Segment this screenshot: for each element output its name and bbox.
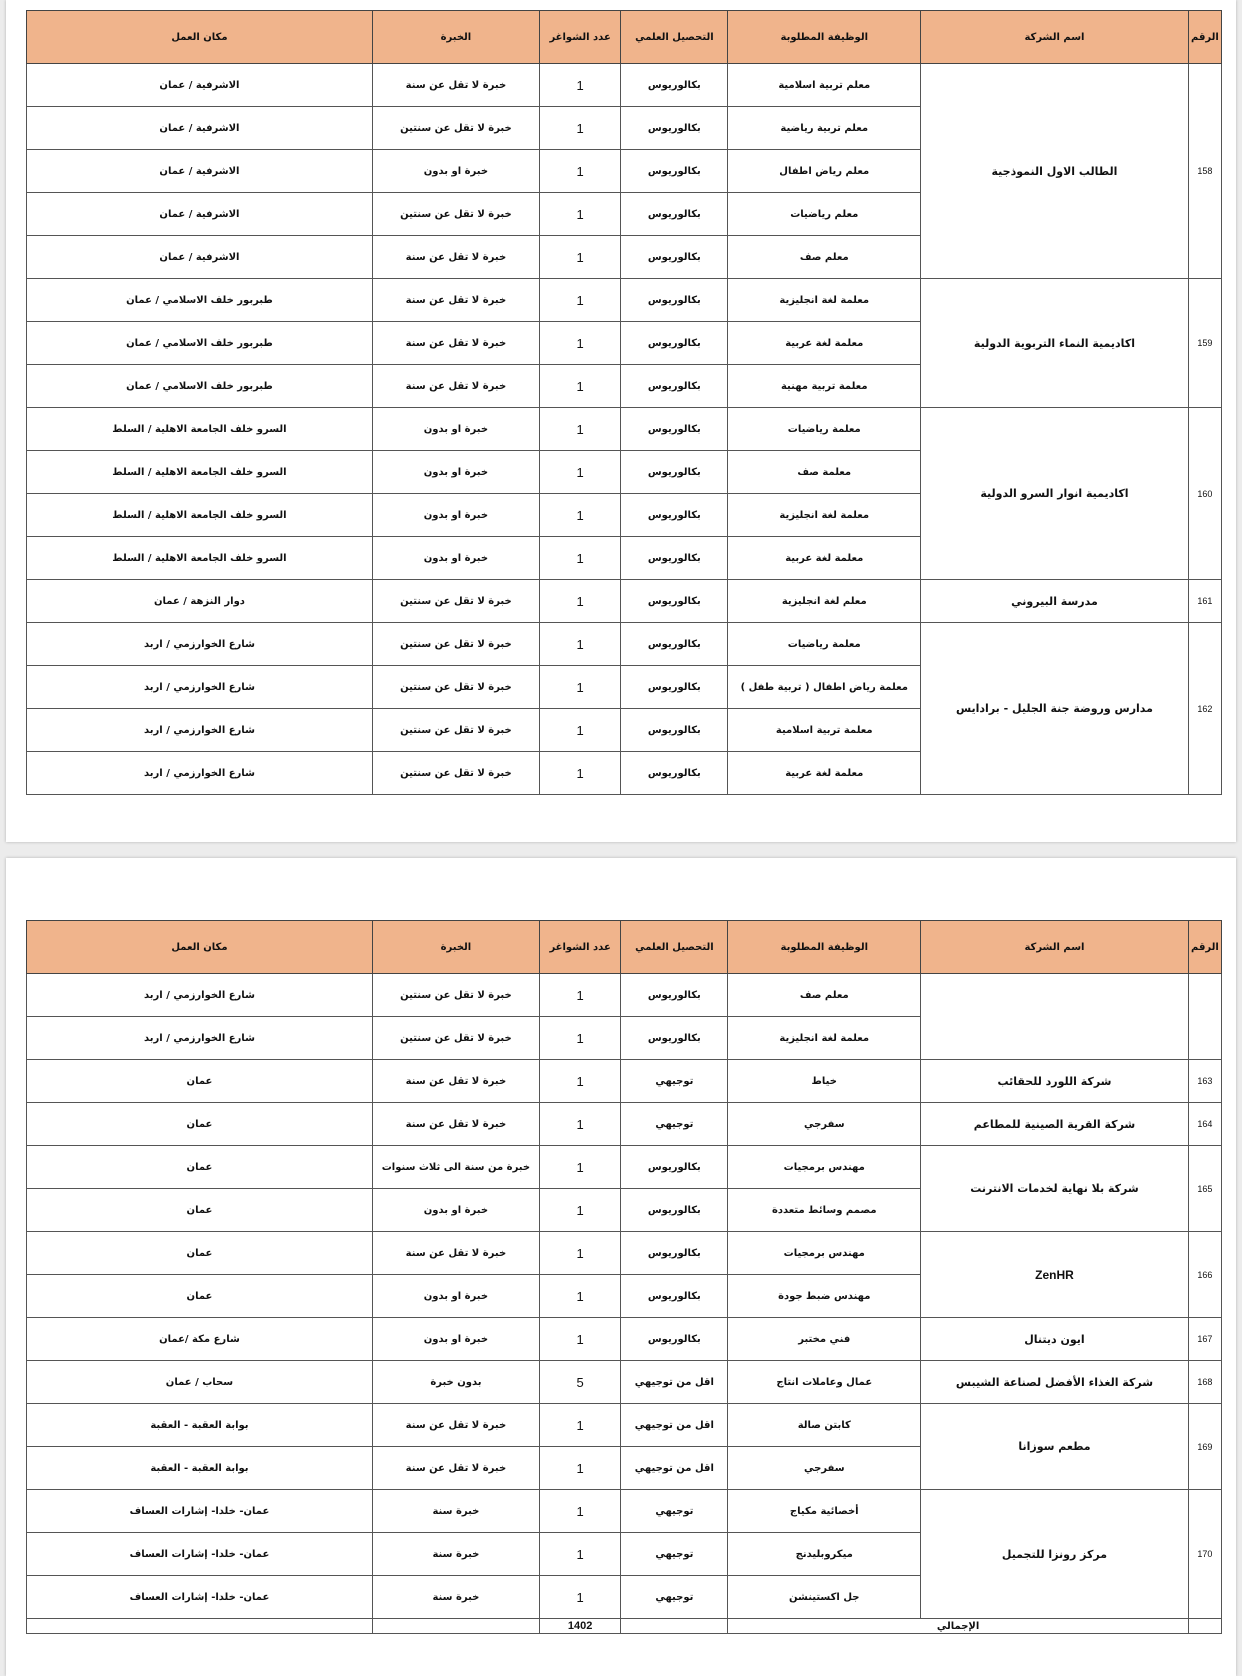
job-title: معلمة تربية مهنية [728,365,921,408]
work-location: عمان- خلدا- إشارات العساف [27,1533,373,1576]
table-row [27,1490,1222,1533]
header-location: مكان العمل [27,921,373,974]
work-location: بوابة العقبة - العقبة [27,1447,373,1490]
job-title: مصمم وسائط متعددة [728,1189,921,1232]
education-level: بكالوريوس [621,193,728,236]
header-experience: الخبرة [372,921,539,974]
company-number: 165 [1188,1146,1221,1232]
education-level: بكالوريوس [621,752,728,795]
company-name: ZenHR [921,1232,1189,1318]
document-page-2 [6,858,1236,1676]
vacancy-count: 1 [539,752,620,795]
education-level: اقل من توجيهي [621,1404,728,1447]
experience-required: خبرة سنة [372,1533,539,1576]
job-title: عمال وعاملات انتاج [728,1361,921,1404]
job-title: معلمة صف [728,451,921,494]
total-empty-location [27,1619,373,1634]
education-level: توجيهي [621,1103,728,1146]
job-title: معلمة رياضيات [728,623,921,666]
education-level: بكالوريوس [621,494,728,537]
work-location: شارع الخوارزمي / اربد [27,752,373,795]
document-page-1 [6,0,1236,842]
education-level: بكالوريوس [621,107,728,150]
job-title: كابتن صالة [728,1404,921,1447]
education-level: بكالوريوس [621,365,728,408]
education-level: توجيهي [621,1490,728,1533]
work-location: عمان [27,1189,373,1232]
job-title: مهندس برمجيات [728,1146,921,1189]
header-vacancies: عدد الشواغر [539,11,620,64]
work-location: شارع الخوارزمي / اربد [27,623,373,666]
job-title: سفرجي [728,1103,921,1146]
experience-required: خبرة او بدون [372,494,539,537]
experience-required: خبرة لا تقل عن سنة [372,64,539,107]
company-number: 164 [1188,1103,1221,1146]
experience-required: خبرة لا تقل عن سنة [372,1103,539,1146]
experience-required: خبرة او بدون [372,150,539,193]
education-level: بكالوريوس [621,1189,728,1232]
vacancy-count: 1 [539,1232,620,1275]
company-number: 162 [1188,623,1221,795]
company-name [921,974,1189,1060]
table-row [27,64,1222,107]
experience-required: خبرة من سنة الى ثلاث سنوات [372,1146,539,1189]
table-row [27,408,1222,451]
education-level: اقل من توجيهي [621,1447,728,1490]
experience-required: خبرة لا تقل عن سنتين [372,623,539,666]
experience-required: خبرة لا تقل عن سنة [372,365,539,408]
company-number [1188,974,1221,1060]
table-row [27,1146,1222,1189]
vacancy-count: 1 [539,709,620,752]
vacancy-count: 1 [539,1017,620,1060]
job-title: ميكروبليدنج [728,1533,921,1576]
company-number: 163 [1188,1060,1221,1103]
vacancy-count: 1 [539,64,620,107]
work-location: عمان- خلدا- إشارات العساف [27,1576,373,1619]
education-level: بكالوريوس [621,1146,728,1189]
education-level: بكالوريوس [621,537,728,580]
experience-required: خبرة او بدون [372,408,539,451]
education-level: بكالوريوس [621,279,728,322]
header-education: التحصيل العلمي [621,11,728,64]
table-row [27,1232,1222,1275]
work-location: السرو خلف الجامعة الاهلية / السلط [27,451,373,494]
work-location: السرو خلف الجامعة الاهلية / السلط [27,537,373,580]
job-title: جل اكستينشن [728,1576,921,1619]
work-location: عمان [27,1232,373,1275]
work-location: عمان [27,1103,373,1146]
table-row [27,1318,1222,1361]
experience-required: خبرة سنة [372,1490,539,1533]
table-row [27,974,1222,1017]
job-title: معلم تربية رياضية [728,107,921,150]
job-title: معلمة لغة انجليزية [728,494,921,537]
experience-required: خبرة او بدون [372,537,539,580]
company-name: الطالب الاول النموذجية [921,64,1189,279]
job-title: معلمة لغة عربية [728,537,921,580]
education-level: بكالوريوس [621,64,728,107]
experience-required: خبرة سنة [372,1576,539,1619]
header-company: اسم الشركة [921,11,1189,64]
company-name: مركز رونزا للتجميل [921,1490,1189,1619]
experience-required: خبرة لا تقل عن سنة [372,236,539,279]
vacancy-count: 1 [539,236,620,279]
job-title: معلمة لغة عربية [728,752,921,795]
education-level: بكالوريوس [621,451,728,494]
total-value: 1402 [539,1619,620,1634]
total-row [27,1619,1222,1634]
table-row [27,279,1222,322]
experience-required: خبرة لا تقل عن سنة [372,322,539,365]
experience-required: خبرة لا تقل عن سنتين [372,193,539,236]
education-level: توجيهي [621,1576,728,1619]
work-location: شارع الخوارزمي / اربد [27,666,373,709]
vacancy-count: 1 [539,408,620,451]
job-title: معلمة رياضيات [728,408,921,451]
vacancy-count: 1 [539,1189,620,1232]
job-title: خياط [728,1060,921,1103]
work-location: عمان- خلدا- إشارات العساف [27,1490,373,1533]
header-experience: الخبرة [372,11,539,64]
header-education: التحصيل العلمي [621,921,728,974]
education-level: بكالوريوس [621,1318,728,1361]
table-row [27,1361,1222,1404]
job-title: معلم رياضيات [728,193,921,236]
company-number: 161 [1188,580,1221,623]
experience-required: بدون خبرة [372,1361,539,1404]
company-number: 159 [1188,279,1221,408]
header-num: الرقم [1188,11,1221,64]
work-location: بوابة العقبة - العقبة [27,1404,373,1447]
vacancy-count: 1 [539,1404,620,1447]
education-level: بكالوريوس [621,974,728,1017]
work-location: عمان [27,1060,373,1103]
job-title: معلم تربية اسلامية [728,64,921,107]
education-level: بكالوريوس [621,322,728,365]
experience-required: خبرة لا تقل عن سنتين [372,107,539,150]
vacancy-count: 1 [539,1490,620,1533]
experience-required: خبرة لا تقل عن سنة [372,1232,539,1275]
job-title: معلم لغة انجليزية [728,580,921,623]
jobs-table-page-1 [26,10,1222,795]
header-company: اسم الشركة [921,921,1189,974]
vacancy-count: 1 [539,1275,620,1318]
table-row [27,1404,1222,1447]
header-job: الوظيفة المطلوبة [728,11,921,64]
vacancy-count: 1 [539,1103,620,1146]
work-location: الاشرفية / عمان [27,193,373,236]
education-level: بكالوريوس [621,1275,728,1318]
company-name: مطعم سوزانا [921,1404,1189,1490]
work-location: طبربور خلف الاسلامي / عمان [27,322,373,365]
vacancy-count: 1 [539,365,620,408]
vacancy-count: 1 [539,580,620,623]
company-name: اكاديمية انوار السرو الدولية [921,408,1189,580]
job-title: معلم صف [728,236,921,279]
work-location: دوار النزهة / عمان [27,580,373,623]
header-vacancies: عدد الشواغر [539,921,620,974]
vacancy-count: 1 [539,451,620,494]
work-location: شارع الخوارزمي / اربد [27,709,373,752]
table-row [27,1060,1222,1103]
education-level: بكالوريوس [621,1232,728,1275]
education-level: بكالوريوس [621,236,728,279]
work-location: شارع الخوارزمي / اربد [27,974,373,1017]
experience-required: خبرة لا تقل عن سنتين [372,974,539,1017]
job-title: معلم صف [728,974,921,1017]
total-label: الإجمالي [728,1619,1188,1634]
vacancy-count: 1 [539,1318,620,1361]
vacancy-count: 1 [539,150,620,193]
experience-required: خبرة لا تقل عن سنتين [372,666,539,709]
table-row [27,1103,1222,1146]
experience-required: خبرة لا تقل عن سنتين [372,752,539,795]
experience-required: خبرة او بدون [372,1189,539,1232]
job-title: معلمة تربية اسلامية [728,709,921,752]
job-title: سفرجي [728,1447,921,1490]
education-level: بكالوريوس [621,150,728,193]
job-title: فني مختبر [728,1318,921,1361]
experience-required: خبرة لا تقل عن سنتين [372,580,539,623]
vacancy-count: 1 [539,1060,620,1103]
company-name: مدارس وروضة جنة الجليل - برادايس [921,623,1189,795]
table-header-row [27,11,1222,64]
company-name: شركة بلا نهاية لخدمات الانترنت [921,1146,1189,1232]
experience-required: خبرة او بدون [372,1275,539,1318]
vacancy-count: 1 [539,1447,620,1490]
work-location: الاشرفية / عمان [27,150,373,193]
table-row [27,623,1222,666]
company-name: شركة الغذاء الأفضل لصناعة الشيبس [921,1361,1189,1404]
job-title: معلمة لغة عربية [728,322,921,365]
education-level: اقل من توجيهي [621,1361,728,1404]
total-empty-num [1188,1619,1221,1634]
company-name: ايون ديتنال [921,1318,1189,1361]
work-location: عمان [27,1275,373,1318]
education-level: توجيهي [621,1060,728,1103]
vacancy-count: 1 [539,1533,620,1576]
company-name: اكاديمية النماء التربوية الدولية [921,279,1189,408]
experience-required: خبرة لا تقل عن سنة [372,1447,539,1490]
vacancy-count: 1 [539,666,620,709]
table-row [27,580,1222,623]
education-level: توجيهي [621,1533,728,1576]
work-location: عمان [27,1146,373,1189]
education-level: بكالوريوس [621,709,728,752]
header-location: مكان العمل [27,11,373,64]
job-title: معلم رياض اطفال [728,150,921,193]
jobs-table-page-2 [26,920,1222,1634]
experience-required: خبرة لا تقل عن سنتين [372,1017,539,1060]
vacancy-count: 1 [539,494,620,537]
company-number: 166 [1188,1232,1221,1318]
experience-required: خبرة او بدون [372,1318,539,1361]
work-location: الاشرفية / عمان [27,236,373,279]
company-number: 167 [1188,1318,1221,1361]
company-name: شركة القرية الصينية للمطاعم [921,1103,1189,1146]
vacancy-count: 1 [539,279,620,322]
job-title: معلمة لغة انجليزية [728,279,921,322]
header-job: الوظيفة المطلوبة [728,921,921,974]
table-header-row [27,921,1222,974]
education-level: بكالوريوس [621,580,728,623]
education-level: بكالوريوس [621,408,728,451]
company-number: 168 [1188,1361,1221,1404]
experience-required: خبرة لا تقل عن سنة [372,1060,539,1103]
work-location: السرو خلف الجامعة الاهلية / السلط [27,494,373,537]
job-title: معلمة لغة انجليزية [728,1017,921,1060]
total-empty-experience [372,1619,539,1634]
vacancy-count: 1 [539,623,620,666]
job-title: مهندس برمجيات [728,1232,921,1275]
header-num: الرقم [1188,921,1221,974]
vacancy-count: 1 [539,974,620,1017]
job-title: معلمة رياض اطفال ( تربية طفل ) [728,666,921,709]
work-location: طبربور خلف الاسلامي / عمان [27,365,373,408]
job-title: أخصائية مكياج [728,1490,921,1533]
education-level: بكالوريوس [621,666,728,709]
work-location: طبربور خلف الاسلامي / عمان [27,279,373,322]
vacancy-count: 1 [539,193,620,236]
work-location: الاشرفية / عمان [27,64,373,107]
experience-required: خبرة لا تقل عن سنة [372,1404,539,1447]
company-name: شركة اللورد للحقائب [921,1060,1189,1103]
company-name: مدرسة البيروني [921,580,1189,623]
work-location: السرو خلف الجامعة الاهلية / السلط [27,408,373,451]
work-location: شارع مكة /عمان [27,1318,373,1361]
work-location: سحاب / عمان [27,1361,373,1404]
work-location: الاشرفية / عمان [27,107,373,150]
vacancy-count: 1 [539,537,620,580]
job-title: مهندس ضبط جودة [728,1275,921,1318]
company-number: 169 [1188,1404,1221,1490]
education-level: بكالوريوس [621,1017,728,1060]
vacancy-count: 1 [539,322,620,365]
experience-required: خبرة لا تقل عن سنتين [372,709,539,752]
vacancy-count: 5 [539,1361,620,1404]
company-number: 158 [1188,64,1221,279]
experience-required: خبرة او بدون [372,451,539,494]
experience-required: خبرة لا تقل عن سنة [372,279,539,322]
vacancy-count: 1 [539,107,620,150]
work-location: شارع الخوارزمي / اربد [27,1017,373,1060]
vacancy-count: 1 [539,1576,620,1619]
company-number: 170 [1188,1490,1221,1619]
education-level: بكالوريوس [621,623,728,666]
total-empty-education [621,1619,728,1634]
company-number: 160 [1188,408,1221,580]
vacancy-count: 1 [539,1146,620,1189]
